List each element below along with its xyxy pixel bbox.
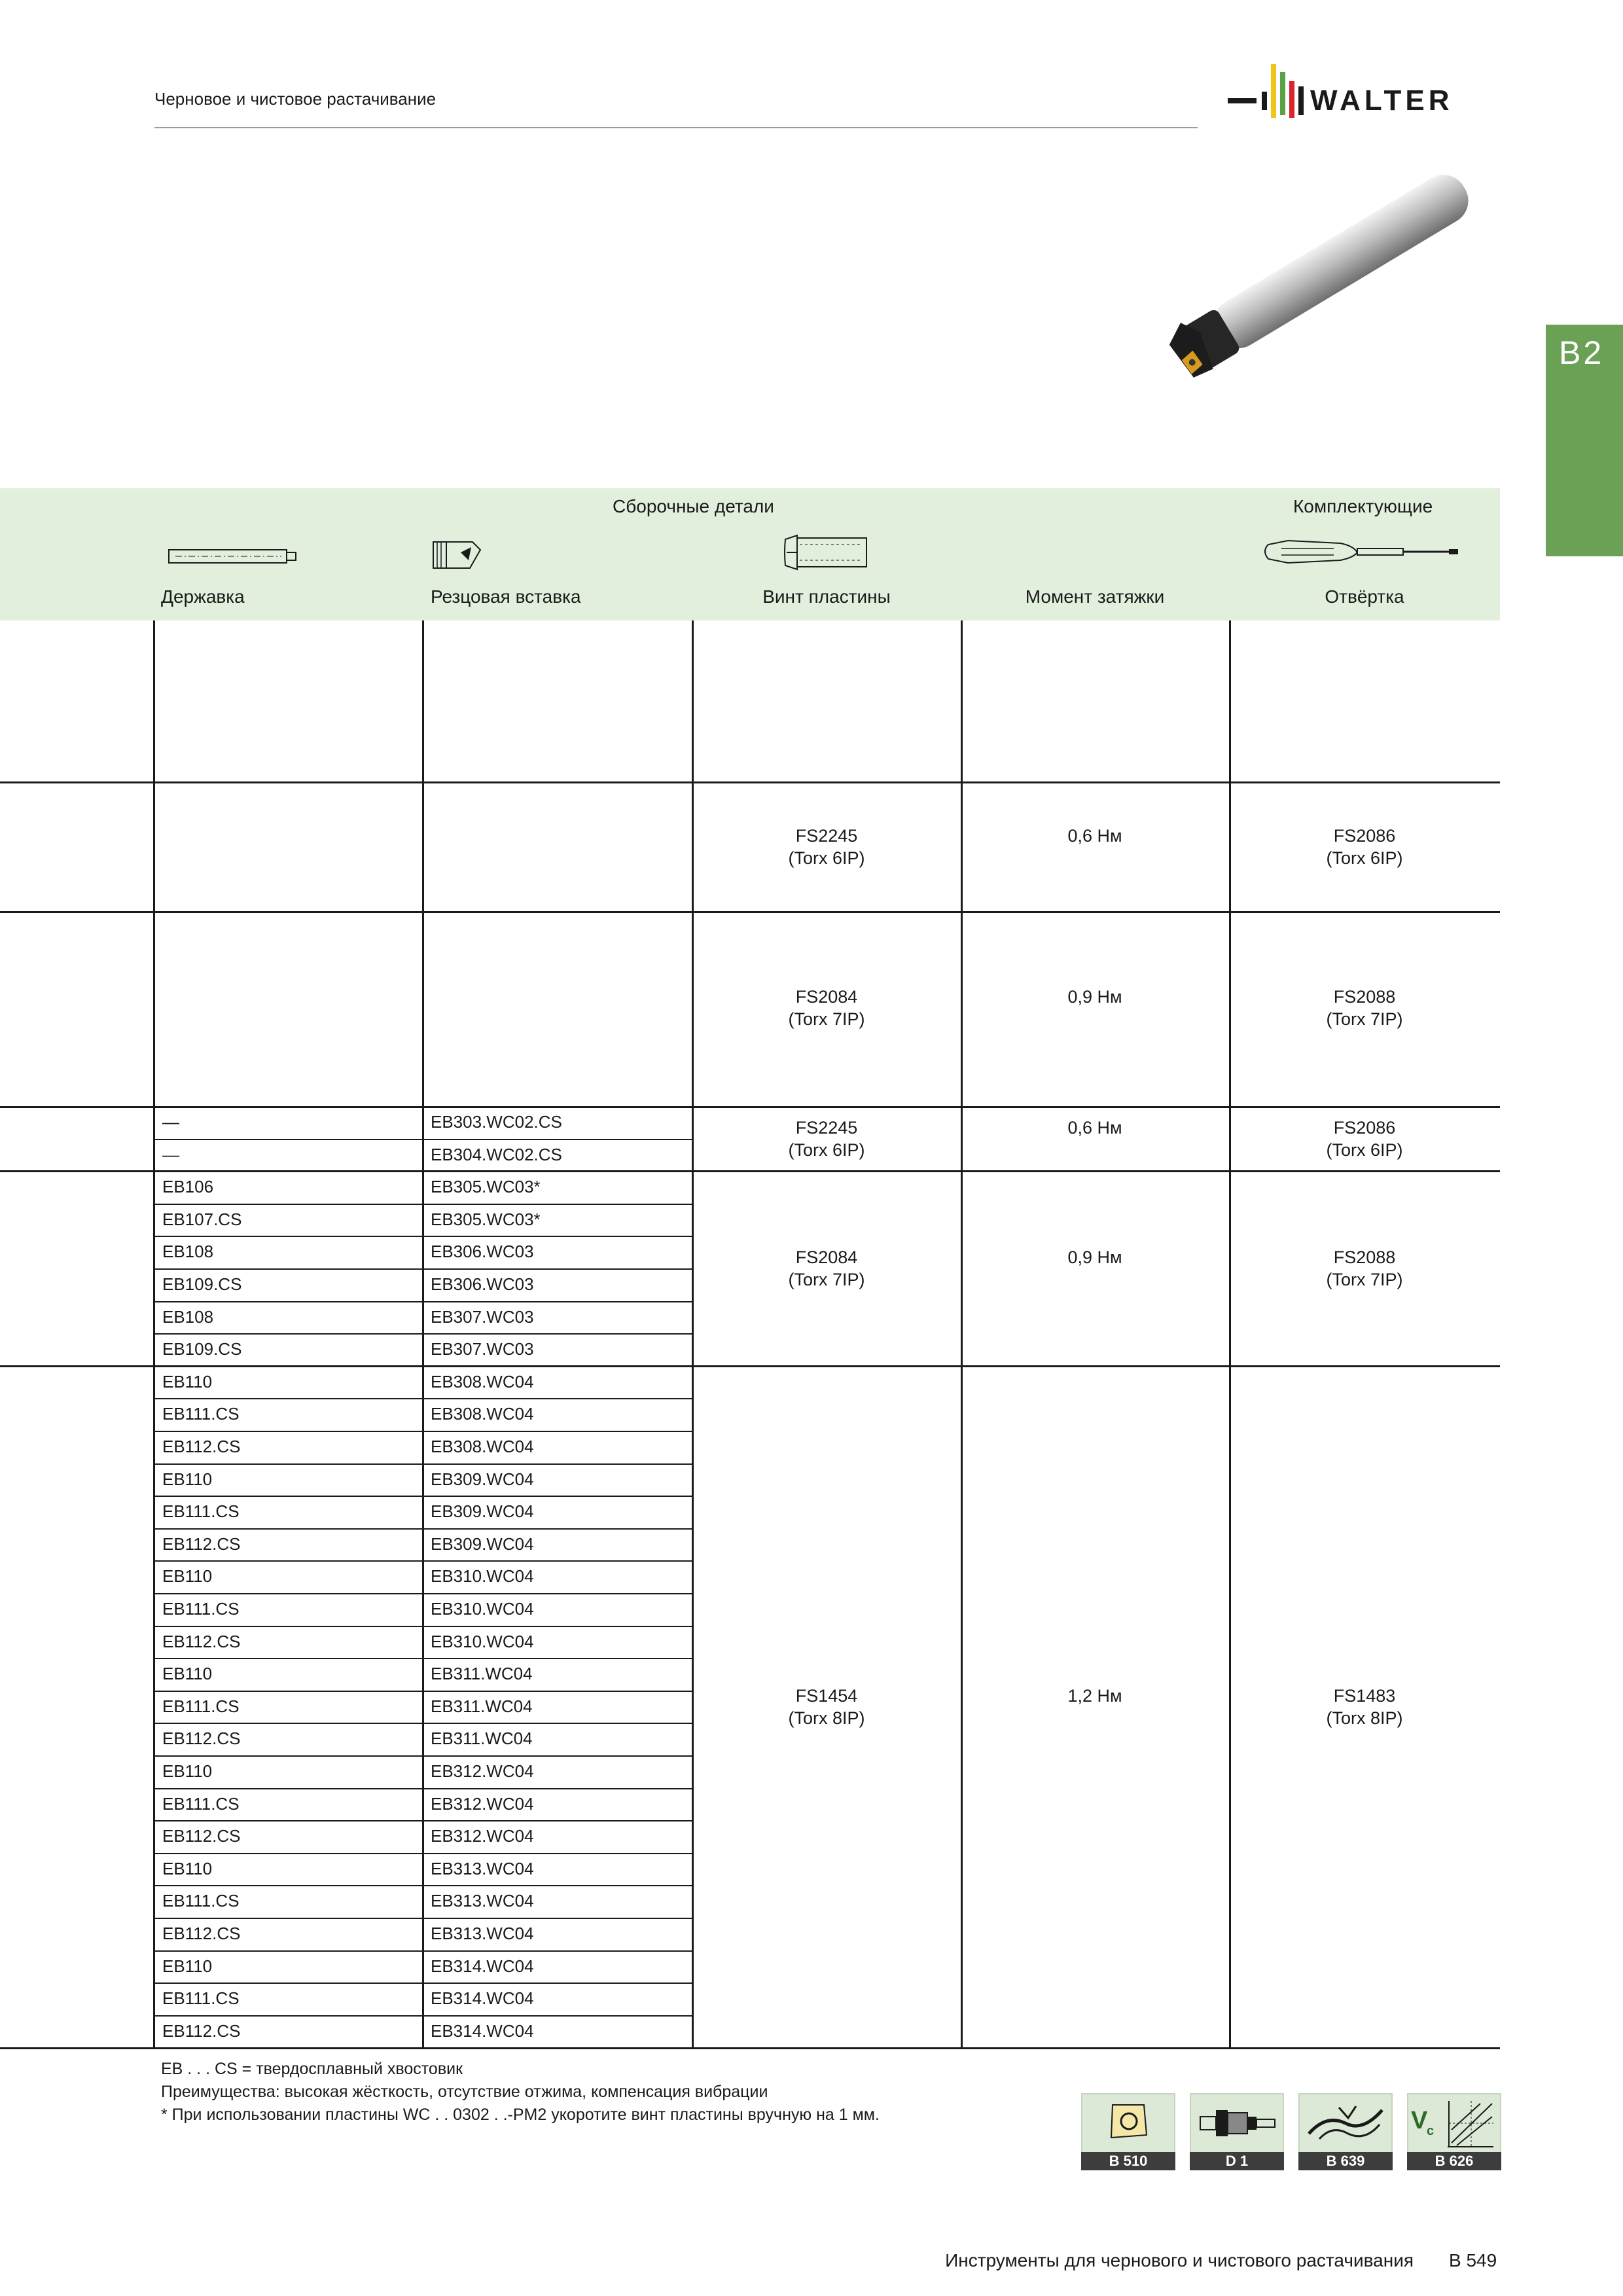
holder-code: EB110: [162, 1956, 213, 1976]
holder-code: —: [162, 1112, 179, 1132]
note-asterisk: * При использовании пластины WC . . 0302 . .-PM2 укоротите винт пластины вручную на 1 мм.: [161, 2106, 880, 2124]
holder-code: EB109.CS: [162, 1274, 242, 1294]
holder-code: —: [162, 1144, 179, 1164]
row-divider: [153, 1171, 692, 1172]
driver-type: (Torx 7IP): [1326, 1009, 1403, 1029]
insert-holder-code: EB310.WC04: [431, 1566, 534, 1587]
table-bottom-rule: [0, 2047, 1500, 2049]
block-divider: [0, 911, 1500, 913]
page-header-title: Черновое и чистовое растачивание: [154, 89, 437, 109]
insert-holder-code: EB307.WC03: [431, 1339, 534, 1359]
insert-holder-code: EB309.WC04: [431, 1469, 534, 1489]
walter-logo: [1228, 60, 1503, 120]
holder-code: EB112.CS: [162, 1729, 241, 1749]
row-divider: [153, 1918, 692, 1919]
insert-holder-code: EB312.WC04: [431, 1761, 534, 1781]
driver-type: (Torx 7IP): [1326, 1270, 1403, 1289]
holder-icon: [166, 545, 308, 567]
screw-type: (Torx 6IP): [788, 848, 865, 868]
insert-holder-code: EB304.WC02.CS: [431, 1144, 562, 1164]
row-divider: [153, 1658, 692, 1659]
row-divider: [153, 1950, 692, 1952]
insert-holder-code: EB311.WC04: [431, 1664, 533, 1684]
row-divider: [153, 1431, 692, 1432]
ref-cutting-data-box[interactable]: [1407, 2093, 1501, 2155]
torque-value: 1,2 Нм: [1067, 1686, 1122, 1706]
row-divider: [153, 1755, 692, 1757]
row-divider: [153, 1626, 692, 1627]
insert-holder-code: EB305.WC03*: [431, 1177, 541, 1197]
holder-code: EB106: [162, 1177, 214, 1197]
holder-code: EB109.CS: [162, 1339, 242, 1359]
driver-type: (Torx 6IP): [1326, 848, 1403, 868]
row-divider: [153, 1820, 692, 1821]
insert-holder-code: EB312.WC04: [431, 1793, 534, 1814]
holder-code: EB110: [162, 1371, 213, 1391]
holder-code: EB108: [162, 1306, 214, 1327]
svg-text:V: V: [1411, 2107, 1428, 2134]
insert-holder-code: EB313.WC04: [431, 1891, 534, 1911]
driver-type: (Torx 6IP): [1326, 1140, 1403, 1160]
row-divider: [153, 1853, 692, 1854]
footer-title: Инструменты для чернового и чистового растачивания: [945, 2250, 1414, 2270]
col-header-screwdriver: Отвёртка: [1325, 586, 1404, 607]
driver-code: FS2086: [1333, 826, 1396, 846]
driver-code: FS2086: [1333, 1118, 1396, 1138]
holder-code: EB111.CS: [162, 1988, 240, 2009]
insert-holder-code: EB305.WC03*: [431, 1209, 541, 1229]
block-driver-cell: [1230, 1246, 1499, 1291]
row-divider: [153, 1593, 692, 1594]
row-divider: [153, 1139, 692, 1140]
holder-code: EB110: [162, 1761, 213, 1781]
driver-code: FS1483: [1333, 1686, 1396, 1706]
note-advantages: Преимущества: высокая жёсткость, отсутствие отжима, компенсация вибрации: [161, 2083, 768, 2101]
screwdriver-icon: [1262, 531, 1462, 572]
driver-code: FS2088: [1333, 987, 1396, 1007]
holder-code: EB111.CS: [162, 1696, 240, 1716]
block-driver-cell: [1230, 986, 1499, 1030]
holder-code: EB107.CS: [162, 1209, 242, 1229]
ref-label[interactable]: D 1: [1190, 2152, 1284, 2170]
block-screw-cell: [694, 1117, 959, 1161]
insert-holder-code: EB314.WC04: [431, 1988, 534, 2009]
insert-holder-code: EB306.WC03: [431, 1274, 534, 1294]
row-divider: [153, 2015, 692, 2017]
screw-code: FS1454: [795, 1686, 858, 1706]
insert-holder-code: EB311.WC04: [431, 1696, 533, 1716]
block-screw-cell: [694, 1685, 959, 1729]
screw-type: (Torx 7IP): [788, 1270, 865, 1289]
driver-code: FS2088: [1333, 1247, 1396, 1267]
ref-label[interactable]: B 510: [1081, 2152, 1175, 2170]
insert-holder-code: EB308.WC04: [431, 1437, 534, 1456]
holder-code: EB110: [162, 1858, 213, 1878]
row-divider: [153, 1463, 692, 1465]
ref-chip-breaker-box[interactable]: [1298, 2093, 1393, 2155]
block-screw-cell: [694, 986, 959, 1030]
block-screw-cell: [694, 825, 959, 869]
holder-code: EB112.CS: [162, 1534, 241, 1554]
header-rule: [154, 127, 1198, 128]
insert-holder-code: EB309.WC04: [431, 1501, 534, 1522]
insert-holder-icon: [432, 538, 484, 572]
torque-value: 0,6 Нм: [1067, 1118, 1122, 1138]
row-divider: [153, 1528, 692, 1530]
cutting-data-icon: [1408, 2094, 1500, 2153]
block-divider: [0, 1106, 1500, 1108]
insert-holder-code: EB308.WC04: [431, 1404, 534, 1424]
insert-holder-code: EB314.WC04: [431, 1956, 534, 1976]
holder-code: EB108: [162, 1242, 214, 1262]
insert-holder-code: EB314.WC04: [431, 2020, 534, 2041]
row-divider: [153, 1398, 692, 1399]
holder-code: EB110: [162, 1664, 213, 1684]
section-tab-label: B2: [1559, 334, 1605, 371]
row-divider: [153, 1268, 692, 1270]
col-header-holder: Державка: [161, 586, 245, 607]
group-accessories-label: Комплектующие: [1293, 496, 1433, 516]
holder-code: EB111.CS: [162, 1501, 240, 1522]
insert-screw-icon: [783, 531, 870, 573]
holder-code: EB112.CS: [162, 1437, 241, 1456]
block-driver-cell: [1230, 825, 1499, 869]
section-tab: [1546, 325, 1623, 556]
brand-text: WALTER: [1310, 84, 1454, 117]
row-divider: [153, 1560, 692, 1562]
holder-code: EB112.CS: [162, 2020, 241, 2041]
ref-insert-box[interactable]: [1081, 2093, 1175, 2155]
torque-value: 0,6 Нм: [1067, 826, 1122, 846]
holder-code: EB112.CS: [162, 1924, 241, 1943]
screw-type: (Torx 7IP): [788, 1009, 865, 1029]
insert-icon: [1082, 2094, 1174, 2153]
insert-holder-code: EB313.WC04: [431, 1924, 534, 1943]
block-driver-cell: [1230, 1117, 1499, 1161]
holder-code: EB111.CS: [162, 1599, 240, 1619]
col-header-insert-holder: Резцовая вставка: [431, 586, 581, 607]
screw-type: (Torx 6IP): [788, 1140, 865, 1160]
block-driver-cell: [1230, 1685, 1499, 1729]
row-divider: [153, 1366, 692, 1367]
row-divider: [153, 1496, 692, 1497]
svg-text:c: c: [1427, 2124, 1435, 2138]
row-divider: [153, 1301, 692, 1302]
block-divider: [0, 781, 1500, 783]
adapter-icon: [1191, 2094, 1283, 2153]
insert-holder-code: EB306.WC03: [431, 1242, 534, 1262]
insert-holder-code: EB310.WC04: [431, 1631, 534, 1651]
block-screw-cell: [694, 1246, 959, 1291]
screw-code: FS2084: [795, 1247, 858, 1267]
ref-adapter-box[interactable]: [1190, 2093, 1284, 2155]
holder-code: EB110: [162, 1469, 213, 1489]
insert-holder-code: EB309.WC04: [431, 1534, 534, 1554]
col-header-torque: Момент затяжки: [1025, 586, 1165, 607]
holder-code: EB111.CS: [162, 1891, 240, 1911]
insert-holder-code: EB307.WC03: [431, 1306, 534, 1327]
page-number: B 549: [1449, 2250, 1497, 2270]
holder-code: EB112.CS: [162, 1826, 241, 1846]
holder-code: EB111.CS: [162, 1793, 240, 1814]
screw-code: FS2245: [795, 1118, 858, 1138]
holder-code: EB112.CS: [162, 1631, 241, 1651]
holder-code: EB110: [162, 1566, 213, 1587]
ref-label[interactable]: B 626: [1407, 2152, 1501, 2170]
screw-code: FS2084: [795, 987, 858, 1007]
row-divider: [153, 1788, 692, 1789]
ref-label[interactable]: B 639: [1298, 2152, 1393, 2170]
screw-type: (Torx 8IP): [788, 1708, 865, 1728]
row-divider: [153, 1236, 692, 1237]
insert-holder-code: EB311.WC04: [431, 1729, 533, 1749]
chip-breaker-icon: [1300, 2094, 1391, 2153]
row-divider: [153, 1982, 692, 1984]
row-divider: [153, 1691, 692, 1692]
screw-code: FS2245: [795, 826, 858, 846]
row-divider: [153, 1885, 692, 1886]
col-header-screw: Винт пластины: [762, 586, 891, 607]
insert-holder-code: EB310.WC04: [431, 1599, 534, 1619]
insert-holder-code: EB312.WC04: [431, 1826, 534, 1846]
note-carbide-shank: EB . . . CS = твердосплавный хвостовик: [161, 2060, 463, 2078]
holder-code: EB111.CS: [162, 1404, 240, 1424]
row-divider: [153, 1723, 692, 1724]
insert-holder-code: EB308.WC04: [431, 1371, 534, 1391]
torque-value: 0,9 Нм: [1067, 1247, 1122, 1267]
boring-bar-image: [1126, 144, 1505, 386]
torque-value: 0,9 Нм: [1067, 987, 1122, 1007]
insert-holder-code: EB313.WC04: [431, 1858, 534, 1878]
row-divider: [153, 1333, 692, 1335]
group-assembly-label: Сборочные детали: [613, 496, 774, 516]
row-divider: [153, 1204, 692, 1205]
driver-type: (Torx 8IP): [1326, 1708, 1403, 1728]
insert-holder-code: EB303.WC02.CS: [431, 1112, 562, 1132]
footnotes: [161, 2058, 880, 2126]
